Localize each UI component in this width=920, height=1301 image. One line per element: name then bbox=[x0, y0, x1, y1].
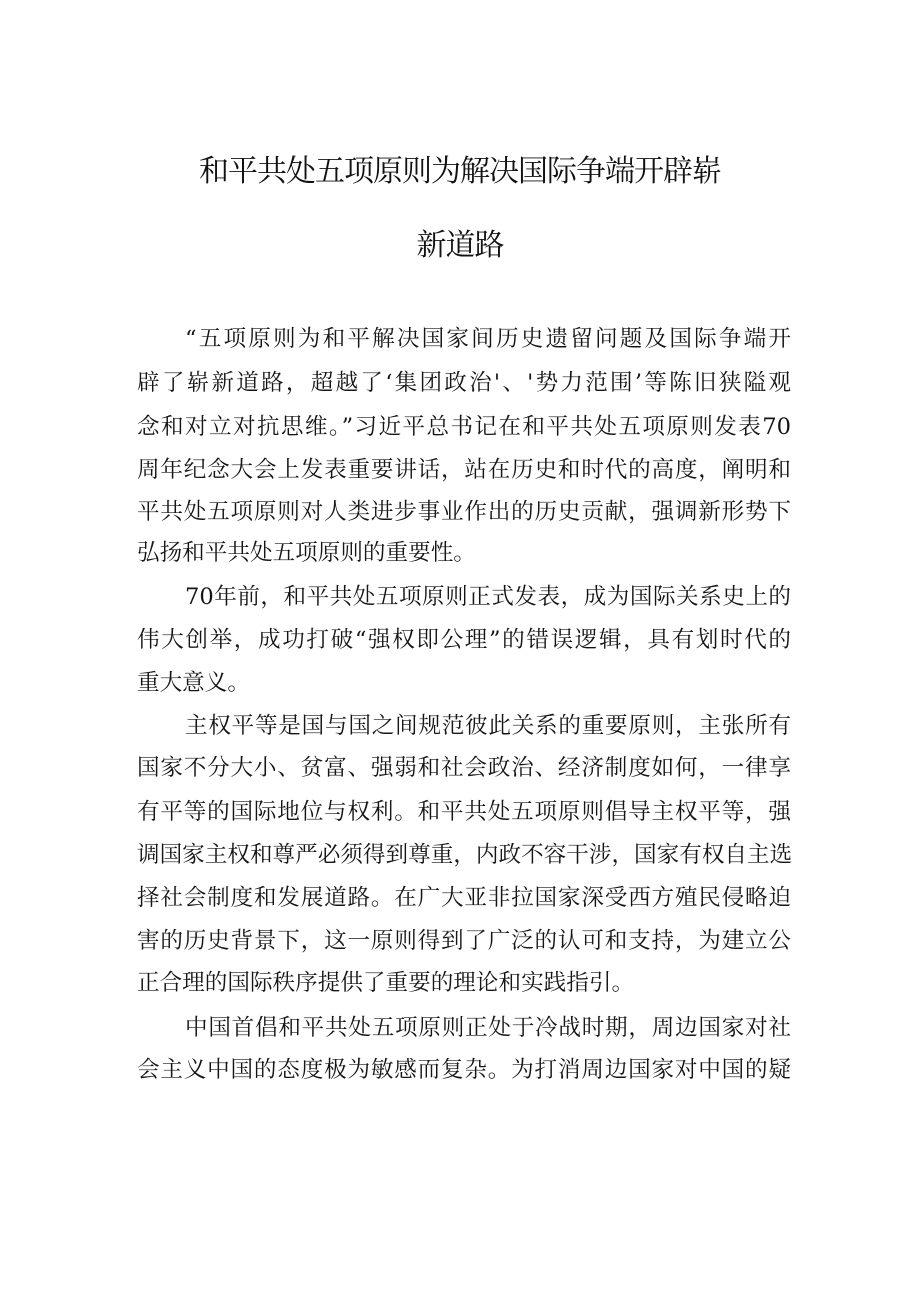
paragraph-line: 70年前，和平共处五项原则正式发表，成为国际关系史上的 bbox=[185, 584, 791, 610]
paragraph-line: 伟大创举，成功打破“强权即公理”的错误逻辑，具有划时代的 bbox=[137, 627, 791, 653]
paragraph-line: 国家不分大小、贫富、强弱和社会政治、经济制度如何，一律享 bbox=[137, 755, 791, 781]
paragraph-line: 有平等的国际地位与权利。和平共处五项原则倡导主权平等，强 bbox=[137, 799, 791, 825]
paragraph-line: 周年纪念大会上发表重要讲话，站在历史和时代的高度，阐明和 bbox=[137, 457, 791, 483]
paragraph-line: 择社会制度和发展道路。在广大亚非拉国家深受西方殖民侵略迫 bbox=[137, 885, 791, 911]
document-title-line-2: 新道路 bbox=[416, 228, 504, 263]
paragraph-line: 弘扬和平共处五项原则的重要性。 bbox=[137, 540, 476, 566]
paragraph-line: 正合理的国际秩序提供了重要的理论和实践指引。 bbox=[137, 970, 635, 996]
paragraph-line: 重大意义。 bbox=[137, 670, 250, 696]
paragraph-line: 主权平等是国与国之间规范彼此关系的重要原则，主张所有 bbox=[185, 713, 791, 739]
paragraph-line: “五项原则为和平解决国家间历史遗留问题及国际争端开 bbox=[185, 326, 791, 352]
document-title-line-1: 和平共处五项原则为解决国际争端开辟崭 bbox=[199, 154, 721, 189]
paragraph-line: 平共处五项原则对人类进步事业作出的历史贡献，强调新形势下 bbox=[137, 499, 791, 525]
paragraph-line: 辟了崭新道路，超越了‘集团政治'、'势力范围’等陈旧狭隘观 bbox=[137, 370, 791, 396]
paragraph-line: 中国首倡和平共处五项原则正处于冷战时期，周边国家对社 bbox=[185, 1015, 791, 1041]
paragraph-line: 会主义中国的态度极为敏感而复杂。为打消周边国家对中国的疑 bbox=[137, 1057, 791, 1083]
paragraph-line: 害的历史背景下，这一原则得到了广泛的认可和支持，为建立公 bbox=[137, 928, 791, 954]
paragraph-line: 念和对立对抗思维。”习近平总书记在和平共处五项原则发表70 bbox=[137, 414, 791, 440]
paragraph-line: 调国家主权和尊严必须得到尊重，内政不容干涉，国家有权自主选 bbox=[137, 842, 793, 868]
